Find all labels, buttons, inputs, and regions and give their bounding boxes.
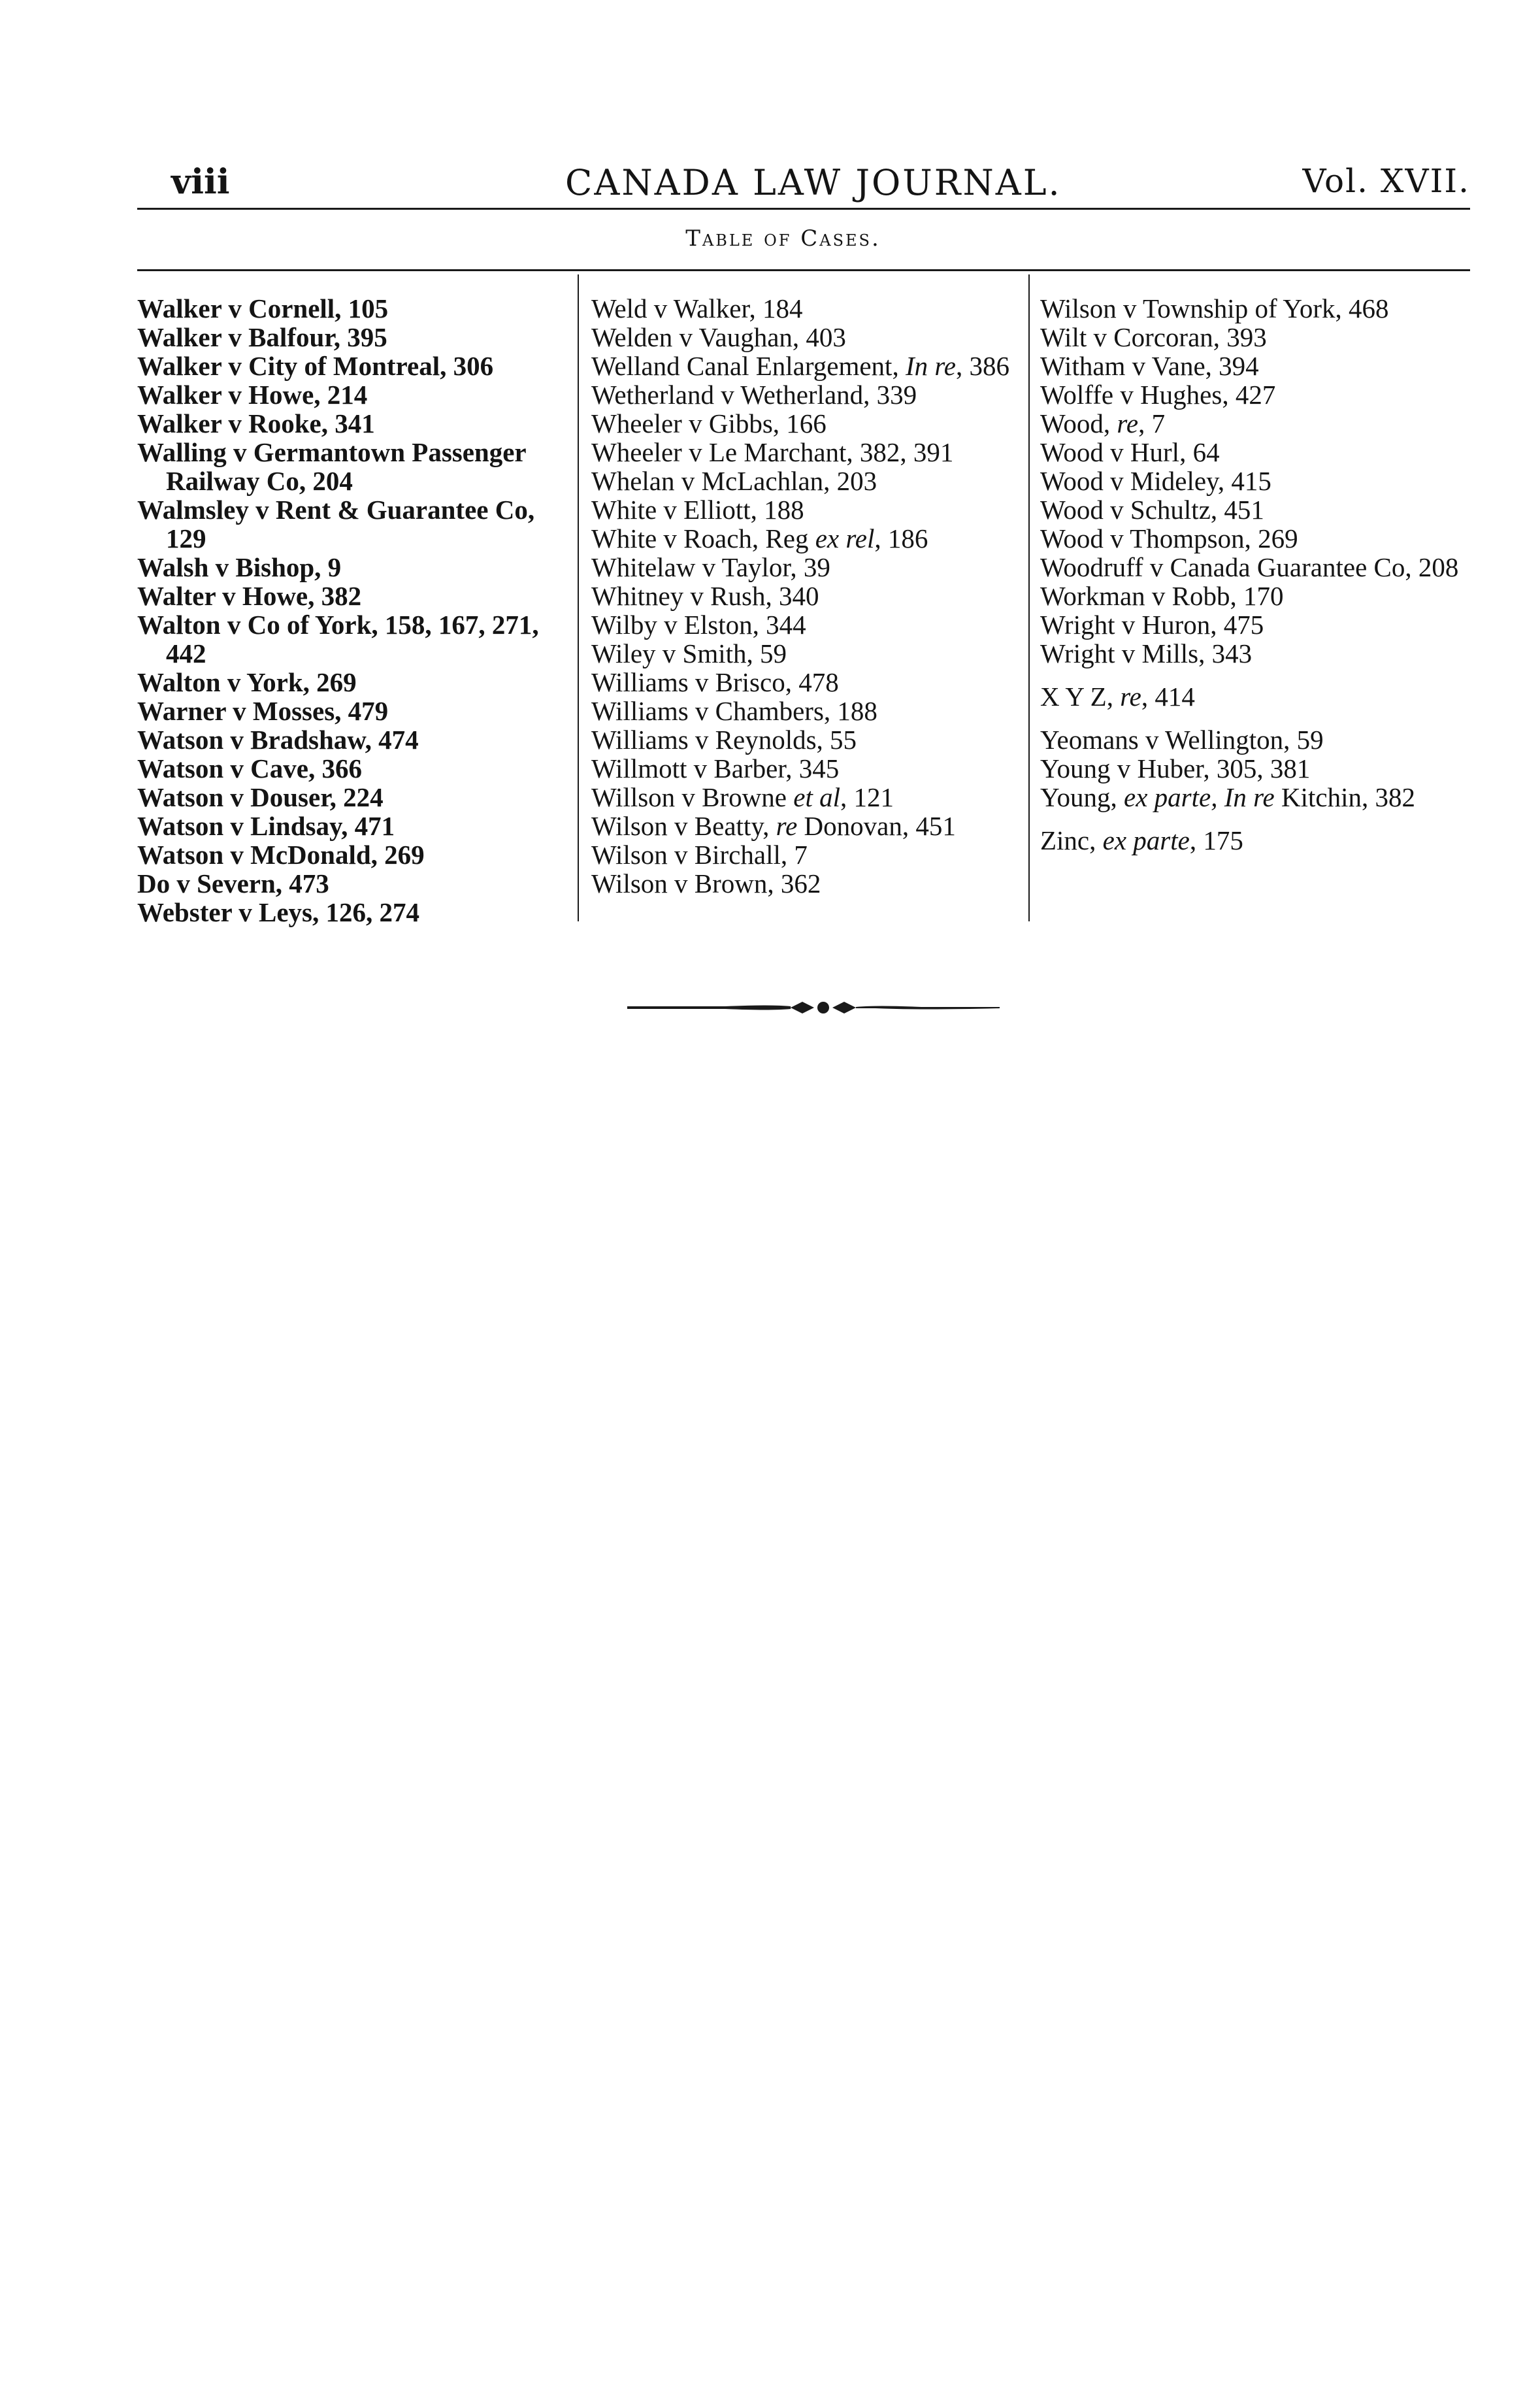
case-entry-italic: ex parte, In re <box>1124 782 1275 812</box>
case-entry-italic: re <box>1120 682 1141 712</box>
volume-label: Vol. XVII. <box>1302 162 1470 200</box>
closing-ornament <box>627 995 1000 1021</box>
case-entry <box>591 524 1023 553</box>
case-entry-text: , 186 <box>874 523 928 553</box>
case-entry <box>1040 682 1471 711</box>
case-entry <box>591 812 1023 840</box>
index-column-1 <box>137 294 568 927</box>
index-column-3 <box>1040 294 1471 855</box>
column-divider <box>578 274 579 921</box>
case-entry: Watson v Lindsay, 471 <box>137 811 395 841</box>
case-entry-text: X Y Z, <box>1040 682 1121 712</box>
section-rule <box>137 269 1470 271</box>
case-entry-text: Wood, <box>1040 408 1117 438</box>
column-divider <box>1028 274 1030 921</box>
case-entry: Workman v Robb, 170 <box>1040 581 1284 611</box>
section-title-text: Table of Cases. <box>685 225 881 252</box>
case-entry-text: Willson v Browne <box>591 782 794 812</box>
case-entry: Williams v Reynolds, 55 <box>591 725 857 755</box>
page-number: viii <box>171 162 230 202</box>
case-entry: Watson v McDonald, 269 <box>137 840 425 870</box>
case-entry-italic: In re <box>905 351 956 381</box>
case-entry: Wheeler v Gibbs, 166 <box>591 408 827 438</box>
case-entry: Walker v Rooke, 341 <box>137 408 375 438</box>
case-entry-italic: re <box>1117 408 1139 438</box>
case-entry: Williams v Brisco, 478 <box>591 667 839 697</box>
case-entry <box>591 352 1023 380</box>
case-entry: Wetherland v Wetherland, 339 <box>591 380 917 410</box>
case-entry: Walling v Germantown Passenger Railway Co, 204 <box>137 437 526 496</box>
running-head <box>137 157 1470 216</box>
case-entry: Walton v York, 269 <box>137 667 357 697</box>
case-entry: Wood v Mideley, 415 <box>1040 466 1271 496</box>
case-entry <box>1040 783 1471 812</box>
case-entry: Willmott v Barber, 345 <box>591 753 840 783</box>
case-entry-text: , 7 <box>1138 408 1166 438</box>
case-entry: Wright v Mills, 343 <box>1040 638 1253 668</box>
case-entry-text: Zinc, <box>1040 825 1103 855</box>
case-entry-text: Young, <box>1040 782 1124 812</box>
case-entry <box>1040 409 1471 438</box>
case-entry: Walsh v Bishop, 9 <box>137 552 342 582</box>
case-entry: Wilt v Corcoran, 393 <box>1040 322 1267 352</box>
case-entry: Walker v Howe, 214 <box>137 380 368 410</box>
case-entry-text: Welland Canal Enlargement, <box>591 351 906 381</box>
case-entry: Walton v Co of York, 158, 167, 271, 442 <box>137 610 539 668</box>
case-entry: Whitney v Rush, 340 <box>591 581 819 611</box>
case-entry-italic: re <box>776 811 798 841</box>
journal-title: CANADA LAW JOURNAL. <box>565 162 1062 203</box>
case-entry: Weld v Walker, 184 <box>591 293 803 323</box>
case-entry: Whelan v McLachlan, 203 <box>591 466 877 496</box>
case-entry: Wilby v Elston, 344 <box>591 610 806 640</box>
case-entry: Watson v Bradshaw, 474 <box>137 725 419 755</box>
case-entry: White v Elliott, 188 <box>591 495 804 525</box>
case-entry <box>1040 826 1471 855</box>
case-entry: Williams v Chambers, 188 <box>591 696 877 726</box>
case-entry: Walker v Cornell, 105 <box>137 293 389 323</box>
case-entry: Wright v Huron, 475 <box>1040 610 1264 640</box>
case-entry: Wilson v Birchall, 7 <box>591 840 808 870</box>
case-entry-text: Donovan, 451 <box>797 811 956 841</box>
case-entry: Wolffe v Hughes, 427 <box>1040 380 1276 410</box>
case-entry: Webster v Leys, 126, 274 <box>137 897 420 927</box>
case-entry: Whitelaw v Taylor, 39 <box>591 552 830 582</box>
case-entry: Woodruff v Canada Guarantee Co, 208 <box>1040 552 1459 582</box>
case-entry: Welden v Vaughan, 403 <box>591 322 846 352</box>
case-entry-text: , 386 <box>956 351 1009 381</box>
case-entry-text: White v Roach, Reg <box>591 523 815 553</box>
case-entry: Walker v Balfour, 395 <box>137 322 387 352</box>
case-entry: Wheeler v Le Marchant, 382, 391 <box>591 437 954 467</box>
case-entry: Wood v Hurl, 64 <box>1040 437 1220 467</box>
case-entry: Walker v City of Montreal, 306 <box>137 351 494 381</box>
section-title <box>0 225 1540 252</box>
case-entry: Do v Severn, 473 <box>137 868 329 898</box>
case-entry-italic: ex parte <box>1102 825 1190 855</box>
case-entry: Wilson v Brown, 362 <box>591 868 821 898</box>
case-entry: Wood v Schultz, 451 <box>1040 495 1264 525</box>
index-column-2 <box>591 294 1023 898</box>
case-entry: Young v Huber, 305, 381 <box>1040 753 1311 783</box>
case-entry: Yeomans v Wellington, 59 <box>1040 725 1324 755</box>
case-entry-text: , 175 <box>1189 825 1243 855</box>
case-entry-text: , 414 <box>1141 682 1195 712</box>
case-entry: Walmsley v Rent & Guarantee Co, 129 <box>137 495 535 553</box>
header-rule <box>137 208 1470 210</box>
case-entry: Wood v Thompson, 269 <box>1040 523 1298 553</box>
case-entry-italic: et al <box>793 782 840 812</box>
case-entry: Wiley v Smith, 59 <box>591 638 787 668</box>
case-entry: Walter v Howe, 382 <box>137 581 362 611</box>
case-entry-text: Kitchin, 382 <box>1274 782 1415 812</box>
case-entry-text: Wilson v Beatty, <box>591 811 776 841</box>
case-entry: Watson v Douser, 224 <box>137 782 384 812</box>
case-entry-italic: ex rel <box>815 523 875 553</box>
case-entry: Wilson v Township of York, 468 <box>1040 293 1389 323</box>
case-entry: Witham v Vane, 394 <box>1040 351 1259 381</box>
case-entry: Watson v Cave, 366 <box>137 753 362 783</box>
case-entry-text: , 121 <box>840 782 894 812</box>
case-entry <box>591 783 1023 812</box>
case-entry: Warner v Mosses, 479 <box>137 696 389 726</box>
